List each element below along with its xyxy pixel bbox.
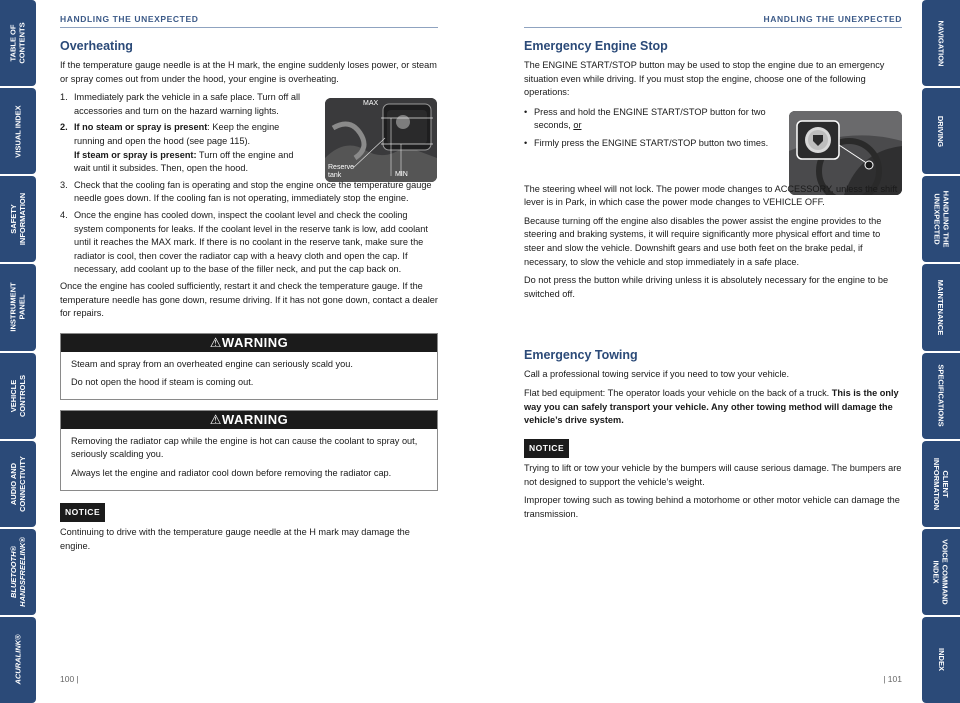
tab-voice-command-index[interactable]: VOICE COMMAND INDEX [922,529,960,615]
header-rule-right [524,27,902,28]
page-number-left: 100 | [60,674,79,684]
step-2: 2. If no steam or spray is present: Keep the engine running and open the hood (see page 115). If steam or spray is present: Turn off the engine and wait until it subsides. Then, open the hood. [60,122,294,174]
tab-instrument-panel[interactable]: INSTRUMENT PANEL [0,264,36,350]
tab-handling-the-unexpected[interactable]: HANDLING THE UNEXPECTED [922,176,960,262]
warning-triangle-icon: ⚠ [209,334,222,350]
warning-triangle-icon: ⚠ [209,411,222,427]
towing-notice-p2: Improper towing such as towing behind a motorhome or other motor vehicle can damage the transmission. [524,495,900,520]
emergency-stop-p3: Do not press the button while driving unless it is absolutely necessary for the engine to be switched off. [524,275,889,299]
page-number-right: | 101 [883,674,902,684]
towing-notice-p1: Trying to lift or tow your vehicle by the bumpers will cause serious damage. The bumpers are not designed to support the vehicle’s weight. [524,463,902,487]
step-4: 4. Once the engine has cooled down, inspect the coolant level and check the cooling system components for leaks. If the coolant level in the reserve tank is low, add coolant until it reaches the MAX mark. If there is no coolant in the reserve tank, make sure the radiator is cool, then cover the radiator cap with a heavy cloth and open the cap. If necessary, add coolant up to the base of the filler neck, and put the cap back on. [60,209,428,275]
tab-driving[interactable]: DRIVING [922,88,960,174]
notice-badge: NOTICE [60,503,105,523]
tab-acuralink[interactable]: ACURALINK® [0,617,36,703]
tab-table-of-contents[interactable]: TABLE OF CONTENTS [0,0,36,86]
left-section-tabs [0,0,36,703]
overheating-steps [60,91,438,277]
tab-index[interactable]: INDEX [922,617,960,703]
right-page-column [524,38,902,527]
tab-bluetooth-handsfreelink[interactable]: BLUETOOTH® HANDSFREELINK® [0,529,36,615]
engine-stop-options [524,106,774,151]
warning-header: ⚠WARNING [61,411,437,429]
running-header-left: HANDLING THE UNEXPECTED [60,14,199,24]
overheating-intro: If the temperature gauge needle is at the H mark, the engine suddenly loses power, or steam or spray comes out from under the hood, your engine is overheating. [60,60,437,84]
notice-badge: NOTICE [524,439,569,459]
header-rule-left [60,27,438,28]
overheating-title: Overheating [60,39,133,53]
tab-client-information[interactable]: CLIENT INFORMATION [922,441,960,527]
tab-safety-information[interactable]: SAFETY INFORMATION [0,176,36,262]
tab-specifications[interactable]: SPECIFICATIONS [922,353,960,439]
towing-p1: Call a professional towing service if you need to tow your vehicle. [524,369,790,380]
right-section-tabs [922,0,960,703]
towing-p2: Flat bed equipment: The operator loads your vehicle on the back of a truck. This is the only way you can safely transport your vehicle. Any other towing method will damage the vehicle’s drive system. [524,387,899,426]
option-hold: • Press and hold the ENGINE START/STOP button for two seconds, or [524,106,774,133]
emergency-stop-p2: Because turning off the engine also disables the power assist the engine provides to the steering and braking systems, it will require significantly more physical effort and time to steer and slow the vehicle. Downshift gears and use both feet on the brake pedal, if necessary, to slow the vehicle and stop immediately in a safe place. [524,215,882,267]
step-1: 1. Immediately park the vehicle in a safe place. Turn off all accessories and turn on the hazard warning lights. [60,92,301,116]
emergency-stop-intro: The ENGINE START/STOP button may be used to stop the engine due to an emergency situation even while driving. If you must stop the engine, choose one of the following operations: [524,60,885,98]
emergency-towing-title: Emergency Towing [524,348,638,363]
figure-label-min: MIN [395,171,408,178]
emergency-stop-p1: The steering wheel will not lock. The power mode changes to ACCESSORY, unless the shift lever is in Park, in which case the power mode changes to VEHICLE OFF. [524,183,898,208]
figure-label-reserve-tank: Reserve tank [328,164,355,179]
overheating-notice-text: Continuing to drive with the temperature gauge needle at the H mark may damage the engine. [60,527,410,551]
step-3: 3. Check that the cooling fan is operating and stop the engine once the temperature gauge needle goes down. If the cooling fan is not operating, immediately stop the engine. [60,179,432,204]
overheating-outro: Once the engine has cooled sufficiently, restart it and check the temperature gauge. If the temperature needle has gone down, resume driving. If it has not gone down, contact a dealer for repairs. [60,280,438,319]
warning-box-steam: ⚠WARNING Steam and spray from an overheated engine can seriously scald you. Do not open the hood if steam is coming out. [60,333,438,400]
emergency-engine-stop-title: Emergency Engine Stop [524,39,668,53]
warning-header: ⚠WARNING [61,334,437,352]
figure-label-max: MAX [363,100,379,107]
running-header-right: HANDLING THE UNEXPECTED [763,14,902,24]
warning-box-radiator-cap: ⚠WARNING Removing the radiator cap while the engine is hot can cause the coolant to spray out, seriously scalding you. Always let the engine and radiator cool down before removing the radiator cap. [60,410,438,491]
tab-navigation[interactable]: NAVIGATION [922,0,960,86]
tab-vehicle-controls[interactable]: VEHICLE CONTROLS [0,353,36,439]
option-press-twice: • Firmly press the ENGINE START/STOP button two times. [524,137,774,151]
left-page-column [60,38,438,558]
tab-maintenance[interactable]: MAINTENANCE [922,264,960,350]
tab-visual-index[interactable]: VISUAL INDEX [0,88,36,174]
tab-audio-connectivity[interactable]: AUDIO AND CONNECTIVITY [0,441,36,527]
